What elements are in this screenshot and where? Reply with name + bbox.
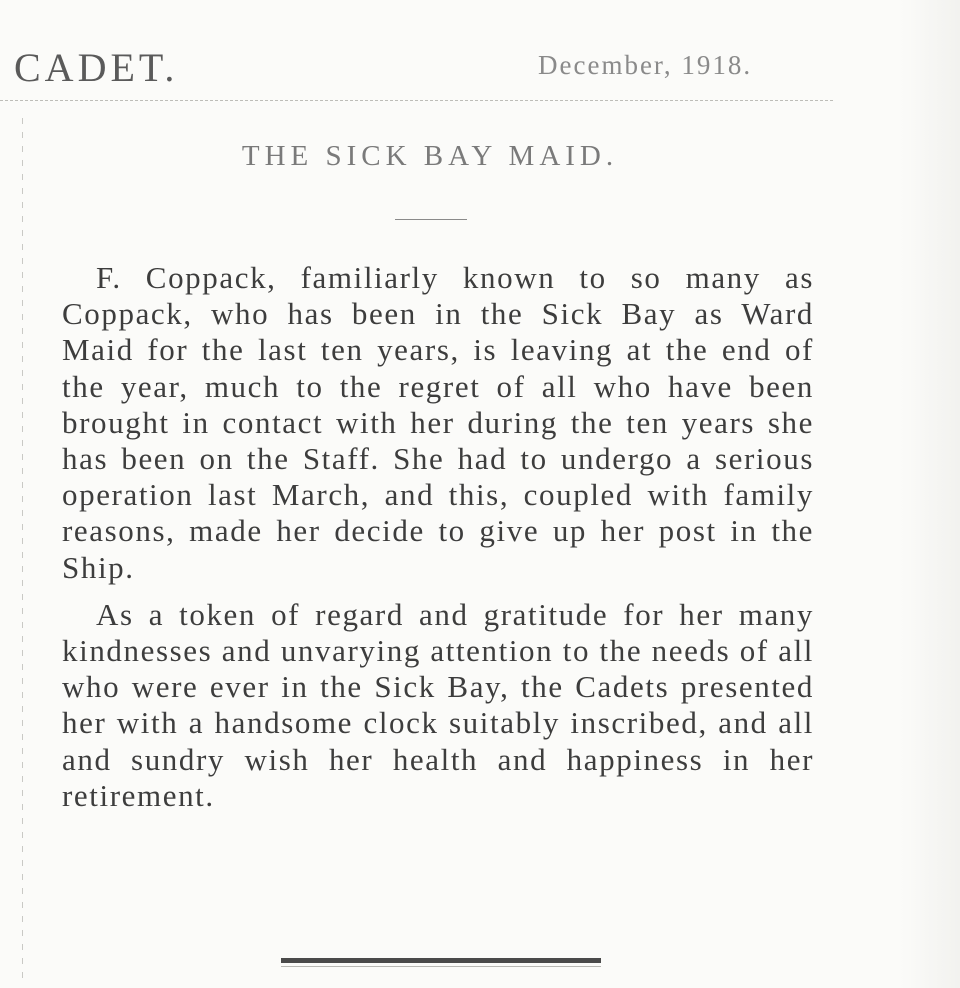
left-margin-rule xyxy=(22,118,23,978)
header-divider xyxy=(0,100,835,101)
article-body xyxy=(62,260,814,814)
page-edge-shade xyxy=(900,0,960,988)
issue-date: December, 1918. xyxy=(538,50,753,80)
article-title: THE SICK BAY MAID. xyxy=(241,140,619,172)
title-divider xyxy=(395,219,467,220)
publication-title: CADET. xyxy=(14,45,179,90)
article-paragraph: As a token of regard and gratitude for her many kindnesses and unvarying attention to the needs of all who were ever in the Sick Bay, the Cadets presented her with a handsome clock suitably inscribed, and all and sundry wish her health and happiness in her retirement. xyxy=(62,596,814,813)
article-paragraph: F. Coppack, familiarly known to so many as Coppack, who has been in the Sick Bay as Ward Maid for the last ten years, is leaving at the end of the year, much to the regret of all who have been brought in contact with her during the ten years she has been on the Staff. She had to undergo a serious operation last March, and this, coupled with family reasons, made her decide to give up her post in the Ship. xyxy=(62,260,814,585)
end-rule-underline xyxy=(281,966,601,967)
end-rule xyxy=(281,958,601,963)
